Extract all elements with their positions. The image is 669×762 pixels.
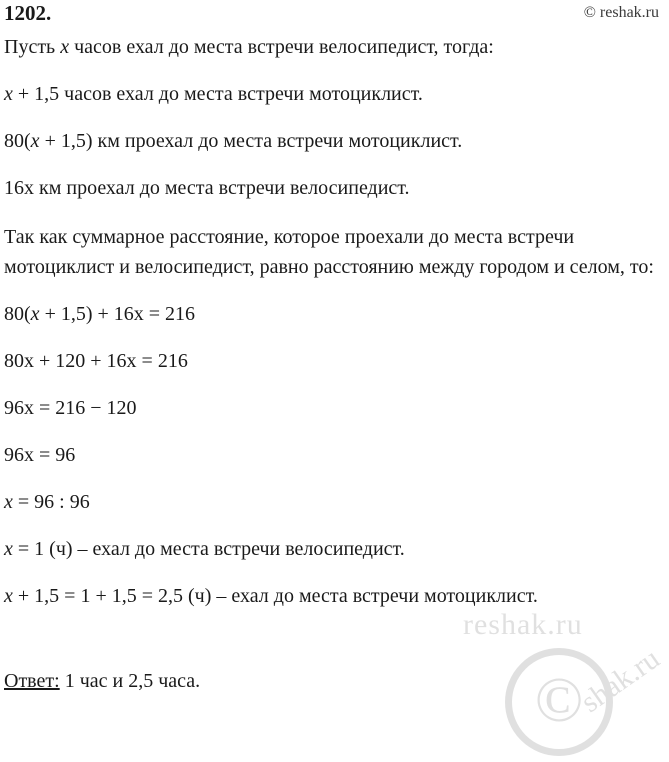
solution-line-4: 16x км проехал до места встречи велосипедист.: [4, 177, 410, 199]
equation-6: x = 1 (ч) – ехал до места встречи велосипедист.: [4, 538, 405, 560]
equation-1: 80(x + 1,5) + 16x = 216: [4, 303, 196, 325]
equation-2: 80x + 120 + 16x = 216: [4, 350, 188, 372]
watermark-top-text: reshak.ru: [463, 608, 583, 641]
equation-3: 96x = 216 − 120: [4, 397, 137, 419]
reasoning-paragraph: Так как суммарное расстояние, которое проехали до места встречи мотоциклист и велосипедист, равно расстоянию между городом и селом, то:: [4, 226, 654, 278]
answer-value: 1 час и 2,5 часа.: [59, 670, 201, 692]
solution-line-2: x + 1,5 часов ехал до места встречи мотоциклист.: [4, 83, 423, 105]
spacer: [4, 630, 665, 668]
watermark-copyright-symbol: ©: [534, 664, 584, 735]
solution-line-3: 80(x + 1,5) км проехал до места встречи мотоциклист.: [4, 130, 463, 152]
answer-line: [4, 668, 665, 694]
solution-line-1: Пусть x часов ехал до места встречи велосипедист, тогда:: [4, 36, 494, 58]
equation-4: 96x = 96: [4, 444, 76, 466]
answer-label: Ответ:: [4, 670, 60, 692]
copyright-notice: © reshak.ru: [583, 4, 659, 21]
equation-7: x + 1,5 = 1 + 1,5 = 2,5 (ч) – ехал до места встречи мотоциклист.: [4, 585, 538, 607]
document-content: [4, 0, 665, 694]
task-number: 1202.: [4, 1, 52, 25]
equation-5: x = 96 : 96: [4, 491, 90, 513]
watermark-diagonal-text: shak.ru: [575, 641, 666, 720]
